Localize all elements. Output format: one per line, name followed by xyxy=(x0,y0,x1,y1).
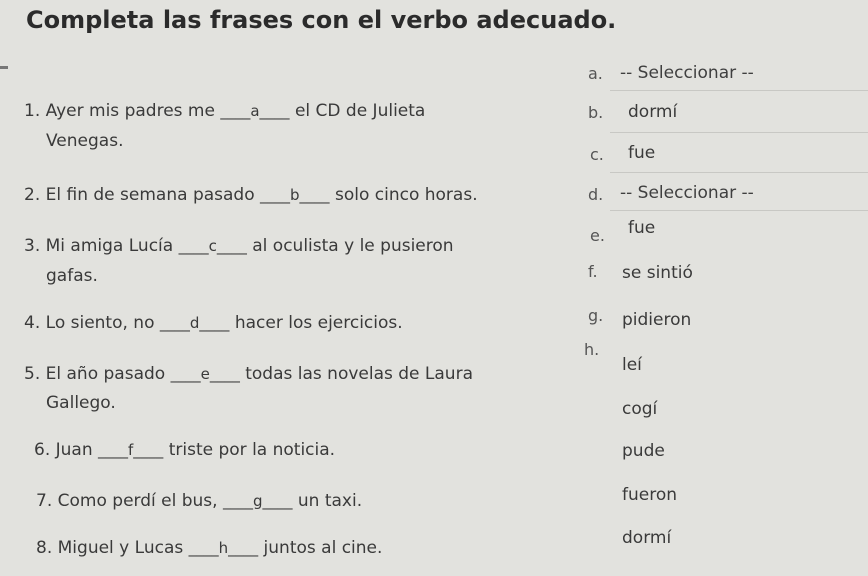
divider xyxy=(610,210,868,211)
question-number: 2. xyxy=(24,185,41,205)
question-3-cont: gafas. xyxy=(46,266,98,286)
answer-option-extra[interactable]: dormí xyxy=(622,528,672,548)
answer-letter-a: a. xyxy=(588,64,603,83)
question-text: al oculista y le pusieron xyxy=(252,236,454,256)
question-number: 4. xyxy=(24,313,41,333)
exercise-title: Completa las frases con el verbo adecuado. xyxy=(26,6,617,34)
blank-f[interactable]: ____f____ xyxy=(98,441,164,459)
question-1-cont: Venegas. xyxy=(46,131,124,151)
answer-select-a[interactable]: -- Seleccionar -- xyxy=(620,63,754,83)
answer-letter-d: d. xyxy=(588,185,604,204)
blank-e[interactable]: ____e____ xyxy=(170,365,240,383)
answer-option-e[interactable]: fue xyxy=(628,218,656,238)
answer-letter-f: f. xyxy=(588,262,598,281)
blank-d[interactable]: ____d____ xyxy=(159,314,230,332)
question-text: todas las novelas de Laura xyxy=(245,364,473,384)
answer-letter-e: e. xyxy=(590,226,605,245)
answer-option-h[interactable]: leí xyxy=(622,355,642,375)
question-5 xyxy=(24,364,473,384)
answer-letter-h: h. xyxy=(584,340,600,359)
blank-g[interactable]: ____g____ xyxy=(222,492,293,510)
question-8 xyxy=(36,538,382,558)
question-number: 1. xyxy=(24,101,41,121)
divider xyxy=(610,90,868,91)
answer-option-f[interactable]: se sintió xyxy=(622,263,693,283)
question-text: Miguel y Lucas xyxy=(57,538,184,558)
answer-option-extra[interactable]: cogí xyxy=(622,399,658,419)
answer-select-b[interactable]: dormí xyxy=(628,102,678,122)
answer-letter-g: g. xyxy=(588,306,604,325)
question-text: El fin de semana pasado xyxy=(45,185,255,205)
blank-h[interactable]: ____h____ xyxy=(188,539,259,557)
question-number: 3. xyxy=(24,236,41,256)
answer-select-d[interactable]: -- Seleccionar -- xyxy=(620,183,754,203)
question-text: solo cinco horas. xyxy=(334,185,478,205)
question-text: Lo siento, no xyxy=(45,313,155,333)
question-text: Ayer mis padres me xyxy=(45,101,215,121)
blank-b[interactable]: ____b____ xyxy=(260,186,330,204)
question-2 xyxy=(24,185,478,205)
question-3 xyxy=(24,236,454,256)
question-text: Juan xyxy=(55,440,93,460)
question-4 xyxy=(24,313,403,333)
answer-option-extra[interactable]: fueron xyxy=(622,485,678,505)
divider xyxy=(610,172,868,173)
question-7 xyxy=(36,491,362,511)
question-text: un taxi. xyxy=(297,491,363,511)
answer-option-extra[interactable]: pude xyxy=(622,441,665,461)
question-number: 6. xyxy=(34,440,51,460)
question-text: triste por la noticia. xyxy=(168,440,336,460)
blank-c[interactable]: ____c____ xyxy=(178,237,247,255)
question-number: 8. xyxy=(36,538,53,558)
margin-mark xyxy=(0,66,8,69)
question-text: juntos al cine. xyxy=(263,538,383,558)
question-text: Como perdí el bus, xyxy=(57,491,218,511)
blank-a[interactable]: ____a____ xyxy=(220,102,290,120)
question-text: hacer los ejercicios. xyxy=(234,313,403,333)
answer-letter-c: c. xyxy=(590,145,604,164)
question-1 xyxy=(24,101,425,121)
answer-option-g[interactable]: pidieron xyxy=(622,310,692,330)
answer-select-c[interactable]: fue xyxy=(628,143,656,163)
answer-letter-b: b. xyxy=(588,103,604,122)
divider xyxy=(610,132,868,133)
question-text: El año pasado xyxy=(45,364,166,384)
question-5-cont: Gallego. xyxy=(46,393,116,413)
question-number: 5. xyxy=(24,364,41,384)
question-text: el CD de Julieta xyxy=(294,101,426,121)
question-number: 7. xyxy=(36,491,53,511)
question-text: Mi amiga Lucía xyxy=(45,236,174,256)
question-6 xyxy=(34,440,335,460)
